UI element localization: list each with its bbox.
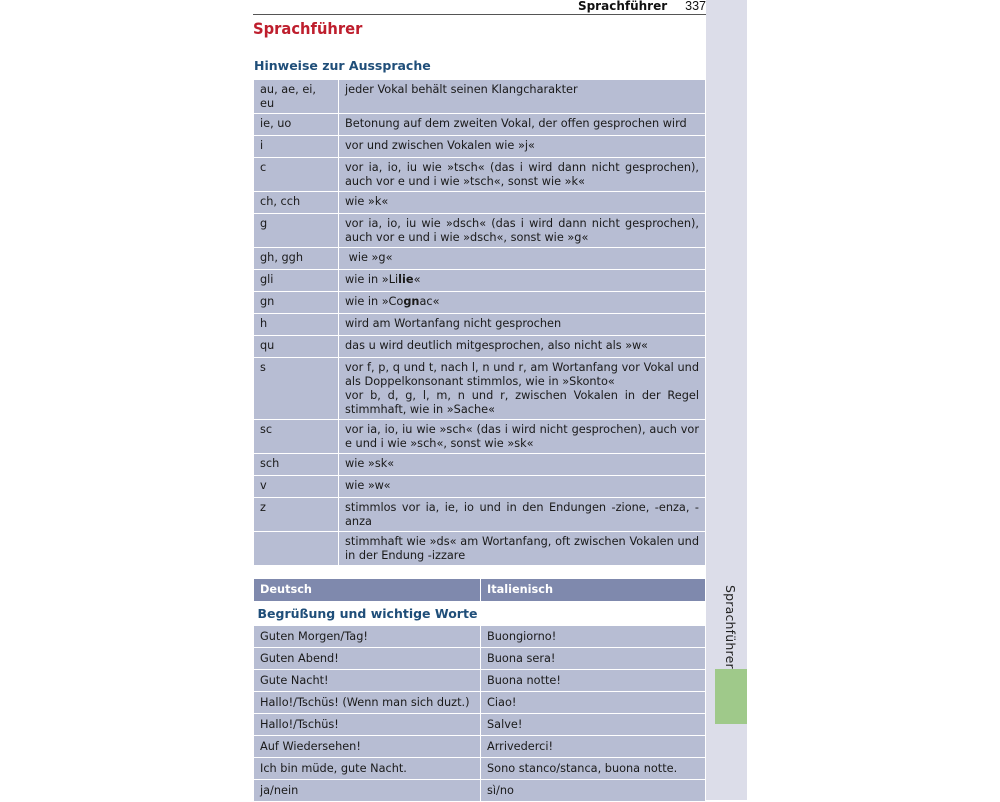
pron-key: i	[254, 136, 339, 158]
pron-value-part: wie in »Li	[345, 273, 399, 286]
table-row	[254, 498, 706, 532]
pron-key: c	[254, 158, 339, 192]
phrase-german: Guten Abend!	[254, 648, 481, 670]
pron-key: gh, ggh	[254, 248, 339, 270]
pron-value: wie »k«	[339, 192, 706, 214]
pron-value-part: wie in »Co	[345, 295, 404, 308]
pron-value: stimmhaft wie »ds« am Wortanfang, oft zwischen Vokalen und in der Endung -izzare	[339, 532, 706, 566]
table-row	[254, 454, 706, 476]
pronunciation-heading: Hinweise zur Aussprache	[254, 58, 431, 73]
pron-value: wird am Wortanfang nicht gesprochen	[339, 314, 706, 336]
pron-value	[339, 270, 706, 292]
table-row	[254, 780, 706, 802]
table-row	[254, 158, 706, 192]
table-row	[254, 692, 706, 714]
table-row	[254, 476, 706, 498]
pron-value: vor ia, io, iu wie »tsch« (das i wird dann nicht gesprochen), auch vor e und i wie »tsch«, sonst wie »k«	[339, 158, 706, 192]
pron-key: h	[254, 314, 339, 336]
page-title: Sprachführer	[253, 19, 363, 38]
table-row	[254, 136, 706, 158]
table-row	[254, 532, 706, 566]
pron-value	[339, 358, 706, 420]
table-row	[254, 248, 706, 270]
table-row	[254, 292, 706, 314]
table-row	[254, 648, 706, 670]
pron-key: g	[254, 214, 339, 248]
phrase-italian: Salve!	[481, 714, 706, 736]
pron-value-part: vor b, d, g, l, m, n und r, zwischen Vokalen in der Regel stimmhaft, wie in »Sache«	[345, 389, 699, 416]
table-row	[254, 314, 706, 336]
table-row	[254, 358, 706, 420]
phrase-german: Auf Wiedersehen!	[254, 736, 481, 758]
phrase-italian: sì/no	[481, 780, 706, 802]
table-row	[254, 670, 706, 692]
phrase-german: ja/nein	[254, 780, 481, 802]
table-row	[254, 758, 706, 780]
pron-key: sc	[254, 420, 339, 454]
pron-value-part: «	[413, 273, 421, 286]
table-row	[254, 270, 706, 292]
page	[253, 0, 706, 800]
phrase-italian: Buongiorno!	[481, 626, 706, 648]
phrase-table	[253, 578, 706, 802]
pron-key: gn	[254, 292, 339, 314]
pron-value: jeder Vokal behält seinen Klangcharakter	[339, 80, 706, 114]
pronunciation-table	[253, 79, 706, 566]
pron-value	[339, 292, 706, 314]
table-row	[254, 420, 706, 454]
pron-key: ie, uo	[254, 114, 339, 136]
table-row	[254, 114, 706, 136]
phrase-italian: Ciao!	[481, 692, 706, 714]
phrase-german: Hallo!/Tschüs!	[254, 714, 481, 736]
phrase-german: Guten Morgen/Tag!	[254, 626, 481, 648]
pron-value: wie »sk«	[339, 454, 706, 476]
header-section: Sprachführer	[577, 0, 668, 13]
pron-value: wie »g«	[339, 248, 706, 270]
pron-value-emphasis: lie	[398, 273, 414, 286]
page-number: 337	[685, 0, 706, 13]
table-row	[254, 626, 706, 648]
table-row	[254, 714, 706, 736]
pron-value: vor ia, io, iu wie »sch« (das i wird nicht gesprochen), auch vor e und i wie »sch«, sonst wie »sk«	[339, 420, 706, 454]
pron-key: au, ae, ei, eu	[254, 80, 339, 114]
pron-value: stimmlos vor ia, ie, io und in den Endungen -zione, -enza, -anza	[339, 498, 706, 532]
phrase-german: Ich bin müde, gute Nacht.	[254, 758, 481, 780]
pron-value-part: vor f, p, q und t, nach l, n und r, am Wortanfang vor Vokal und als Doppelkonsonant stimmlos, wie in »Skonto«	[345, 361, 699, 388]
pron-value: Betonung auf dem zweiten Vokal, der offen gesprochen wird	[339, 114, 706, 136]
section-row	[254, 602, 706, 626]
phrase-italian: Buona sera!	[481, 648, 706, 670]
pron-key: v	[254, 476, 339, 498]
table-row	[254, 192, 706, 214]
pron-key: gli	[254, 270, 339, 292]
table-header-row	[254, 579, 706, 602]
pron-value: das u wird deutlich mitgesprochen, also nicht als »w«	[339, 336, 706, 358]
chapter-color-tab	[715, 669, 747, 724]
table-row	[254, 736, 706, 758]
table-row	[254, 80, 706, 114]
pron-key: ch, cch	[254, 192, 339, 214]
phrase-italian: Buona notte!	[481, 670, 706, 692]
phrase-italian: Arrivederci!	[481, 736, 706, 758]
column-header-italian: Italienisch	[481, 579, 706, 602]
running-header	[253, 0, 706, 15]
pron-key: z	[254, 498, 339, 532]
pron-value-part: ac«	[419, 295, 440, 308]
side-tab-label: Sprachführer	[723, 585, 738, 669]
phrase-italian: Sono stanco/stanca, buona notte.	[481, 758, 706, 780]
pron-value-emphasis: gn	[403, 295, 420, 308]
phrase-german: Gute Nacht!	[254, 670, 481, 692]
pron-key: s	[254, 358, 339, 420]
pron-value: vor und zwischen Vokalen wie »j«	[339, 136, 706, 158]
phrase-section-heading: Begrüßung und wichtige Worte	[254, 602, 706, 626]
table-row	[254, 214, 706, 248]
pron-value: wie »w«	[339, 476, 706, 498]
pron-key	[254, 532, 339, 566]
pron-key: sch	[254, 454, 339, 476]
table-row	[254, 336, 706, 358]
phrase-german: Hallo!/Tschüs! (Wenn man sich duzt.)	[254, 692, 481, 714]
pron-key: qu	[254, 336, 339, 358]
column-header-german: Deutsch	[254, 579, 481, 602]
pron-value: vor ia, io, iu wie »dsch« (das i wird dann nicht gesprochen), auch vor e und i wie »dsch«, sonst wie »g«	[339, 214, 706, 248]
